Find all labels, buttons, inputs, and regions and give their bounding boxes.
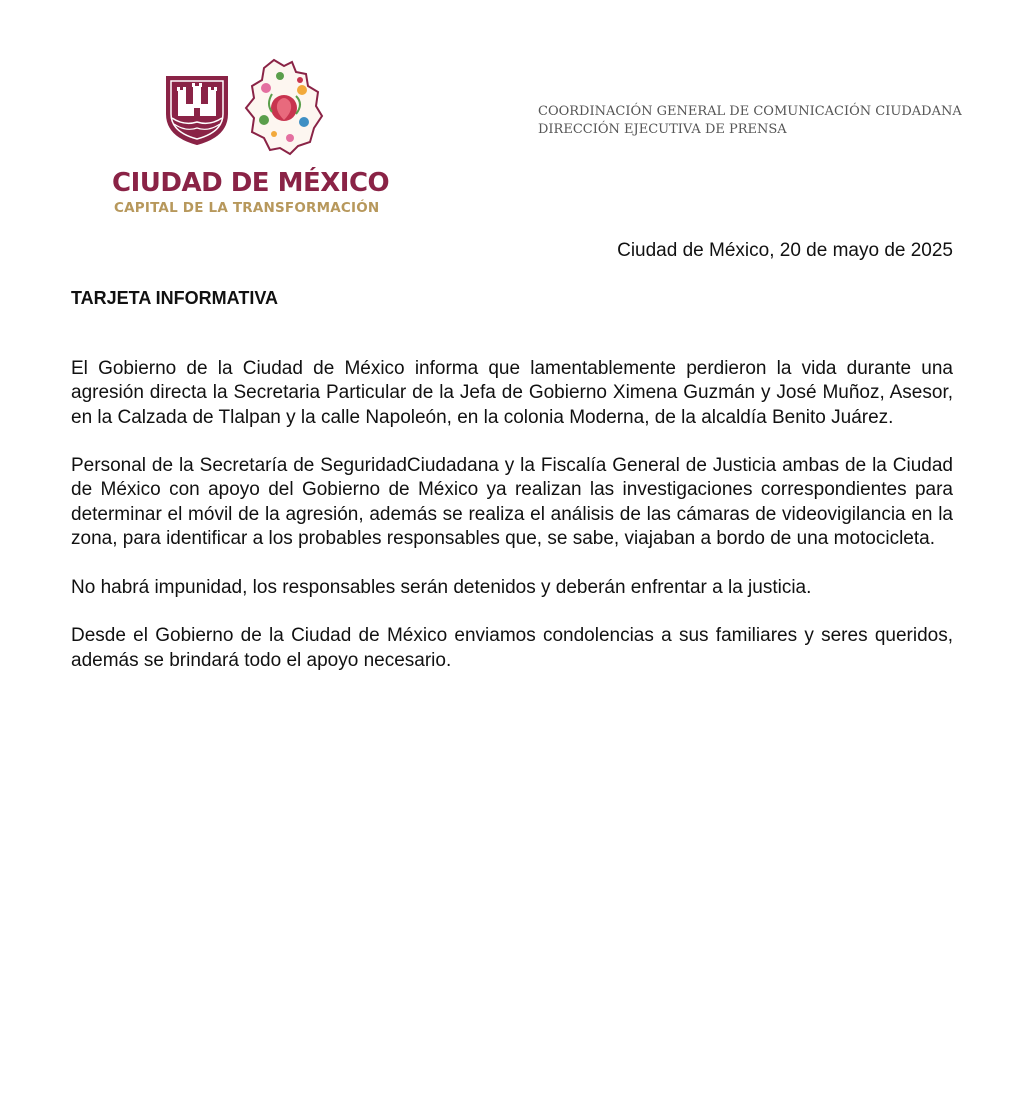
logo-emblems	[164, 58, 344, 158]
document-body	[71, 357, 953, 697]
document-title: TARJETA INFORMATIVA	[71, 288, 278, 308]
department-heading	[538, 103, 962, 139]
department-line-2: DIRECCIÓN EJECUTIVA DE PRENSA	[538, 122, 787, 137]
paragraph: Personal de la Secretaría de SeguridadCiudadana y la Fiscalía General de Justicia ambas de la Ciudad de México con apoyo del Gobierno de México ya realizan las investigaciones correspondientes para determinar el móvil de la agresión, además se realiza el análisis de las cámaras de videovigilancia en la zona, para identificar a los probables responsables que, se sabe, viajaban a bordo de una motocicleta.	[71, 455, 953, 550]
city-shield-icon	[164, 74, 230, 146]
cdmx-logo	[112, 58, 390, 220]
cdmx-map-emblem-icon	[244, 58, 324, 156]
paragraph: El Gobierno de la Ciudad de México informa que lamentablemente perdieron la vida durante una agresión directa la Secretaria Particular de la Jefa de Gobierno Ximena Guzmán y José Muñoz, Asesor, en la Calzada de Tlalpan y la calle Napoleón, en la colonia Moderna, de la alcaldía Benito Juárez.	[71, 358, 953, 428]
city-slogan: CAPITAL DE LA TRANSFORMACIÓN	[114, 200, 380, 216]
city-name: CIUDAD DE MÉXICO	[112, 168, 390, 198]
date-line: Ciudad de México, 20 de mayo de 2025	[617, 240, 953, 261]
paragraph: No habrá impunidad, los responsables serán detenidos y deberán enfrentar a la justicia.	[71, 576, 812, 598]
department-line-1: COORDINACIÓN GENERAL DE COMUNICACIÓN CIUDADANA	[538, 104, 962, 119]
paragraph: Desde el Gobierno de la Ciudad de México enviamos condolencias a sus familiares y seres queridos, además se brindará todo el apoyo necesario.	[71, 625, 953, 671]
